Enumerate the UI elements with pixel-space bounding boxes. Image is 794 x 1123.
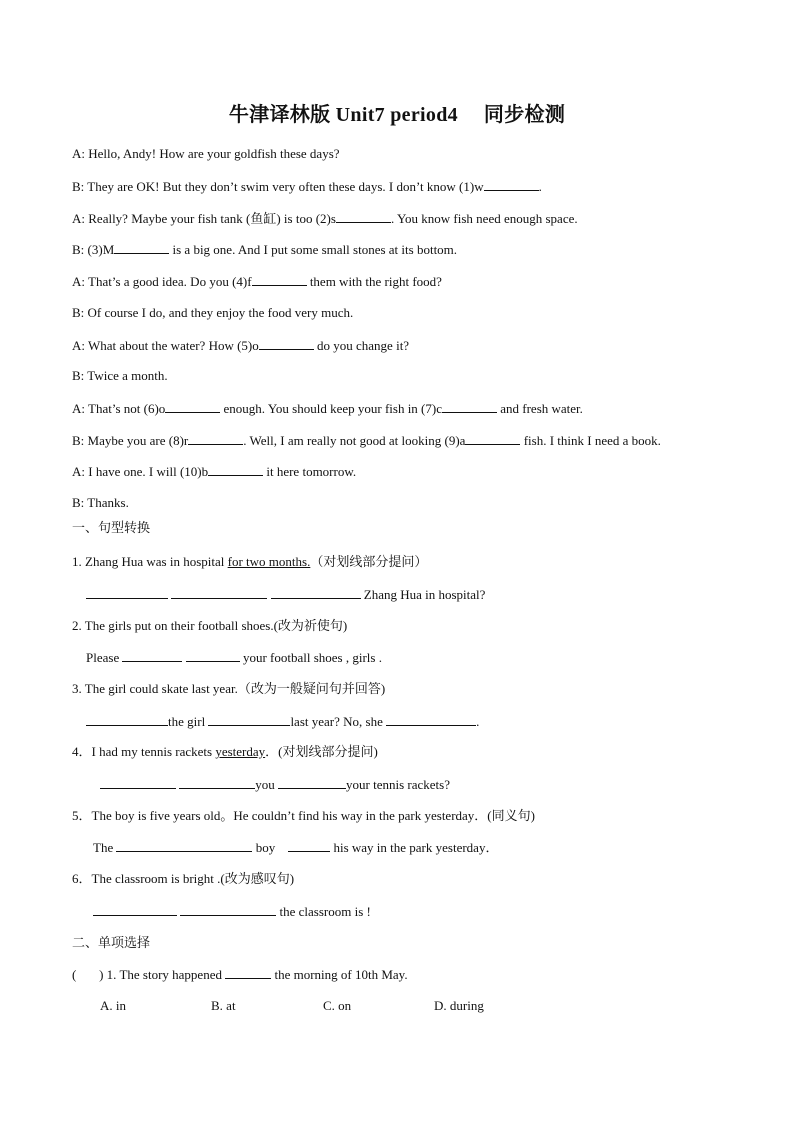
page-title xyxy=(0,98,794,127)
dialogue-line: B: (3)M is a big one. And I put some small stones at its bottom. xyxy=(72,242,458,257)
question-4: 4．I had my tennis rackets yesterday．(对划线部分提问) xyxy=(72,744,378,759)
answer-blank[interactable] xyxy=(100,776,176,789)
answer-blank[interactable] xyxy=(208,713,290,726)
answer-blank[interactable] xyxy=(288,839,330,852)
dialogue-line: B: Thanks. xyxy=(72,495,129,510)
question-3: 3. The girl could skate last year.（改为一般疑问句并回答) xyxy=(72,681,386,696)
answer-blank[interactable] xyxy=(186,649,240,662)
dialogue-line: A: That’s not (6)o enough. You should keep your fish in (7)c and fresh water. xyxy=(72,401,583,416)
answer-blank[interactable] xyxy=(271,586,361,599)
underlined-phrase: yesterday xyxy=(215,744,266,759)
answer-blank[interactable] xyxy=(259,337,314,350)
answer-blank[interactable] xyxy=(180,903,276,916)
option-c[interactable]: C. on xyxy=(323,998,352,1013)
answer-blank[interactable] xyxy=(86,713,168,726)
answer-blank[interactable] xyxy=(86,586,168,599)
answer-blank[interactable] xyxy=(179,776,255,789)
dialogue-line: A: That’s a good idea. Do you (4)f them with the right food? xyxy=(72,274,442,289)
answer-blank[interactable] xyxy=(465,432,520,445)
underlined-phrase: for two months. xyxy=(227,554,311,569)
section-heading: 一、句型转换 xyxy=(72,520,151,535)
dialogue-line: B: They are OK! But they don’t swim very often these days. I don’t know (1)w . xyxy=(72,179,542,194)
answer-blank[interactable] xyxy=(386,713,476,726)
title-main: 牛津译林版 Unit7 period4 xyxy=(228,104,458,126)
answer-line-3: the girl last year? No, she . xyxy=(86,713,479,730)
dialogue-line: A: Hello, Andy! How are your goldfish these days? xyxy=(72,146,340,161)
section-heading: 二、单项选择 xyxy=(72,935,151,950)
question-1: 1. Zhang Hua was in hospital for two months.（对划线部分提问） xyxy=(72,554,428,569)
question-6: 6．The classroom is bright .(改为感叹句) xyxy=(72,871,295,886)
title-sub: 同步检测 xyxy=(483,104,566,126)
question-2: 2. The girls put on their football shoes.(改为祈使句) xyxy=(72,618,348,633)
option-d[interactable]: D. during xyxy=(434,998,484,1013)
question-5: 5．The boy is five years old。He couldn’t find his way in the park yesterday．(同义句) xyxy=(72,808,535,823)
mc-question-1: ( ) 1. The story happened the morning of 10th May. xyxy=(72,967,408,982)
answer-blank[interactable] xyxy=(116,839,252,852)
dialogue-line: A: I have one. I will (10)b it here tomorrow. xyxy=(72,464,357,479)
answer-line-1: Zhang Hua in hospital? xyxy=(86,586,485,603)
answer-blank[interactable] xyxy=(188,432,243,445)
answer-blank[interactable] xyxy=(442,400,497,413)
answer-line-4: you your tennis rackets? xyxy=(100,776,450,793)
answer-blank[interactable] xyxy=(252,273,307,286)
answer-line-5: The boy his way in the park yesterday． xyxy=(93,840,499,855)
dialogue-line: B: Of course I do, and they enjoy the food very much. xyxy=(72,305,354,320)
answer-blank[interactable] xyxy=(93,903,177,916)
dialogue-line: A: Really? Maybe your fish tank (鱼缸) is too (2)s . You know fish need enough space. xyxy=(72,211,578,226)
answer-blank[interactable] xyxy=(225,966,271,979)
dialogue-line: B: Maybe you are (8)r . Well, I am really not good at looking (9)a fish. I think I need a book. xyxy=(72,433,661,448)
answer-blank[interactable] xyxy=(114,241,169,254)
answer-blank[interactable] xyxy=(278,776,346,789)
answer-blank[interactable] xyxy=(336,210,391,223)
answer-blank[interactable] xyxy=(484,178,539,191)
answer-line-2: Please your football shoes , girls . xyxy=(86,650,382,665)
dialogue-line: B: Twice a month. xyxy=(72,368,168,383)
option-b[interactable]: B. at xyxy=(211,998,236,1013)
option-a[interactable]: A. in xyxy=(100,998,126,1013)
answer-line-6: the classroom is ! xyxy=(93,903,371,920)
answer-blank[interactable] xyxy=(208,463,263,476)
answer-blank[interactable] xyxy=(171,586,267,599)
answer-blank[interactable] xyxy=(122,649,182,662)
dialogue-line: A: What about the water? How (5)o do you change it? xyxy=(72,338,410,353)
answer-blank[interactable] xyxy=(165,400,220,413)
